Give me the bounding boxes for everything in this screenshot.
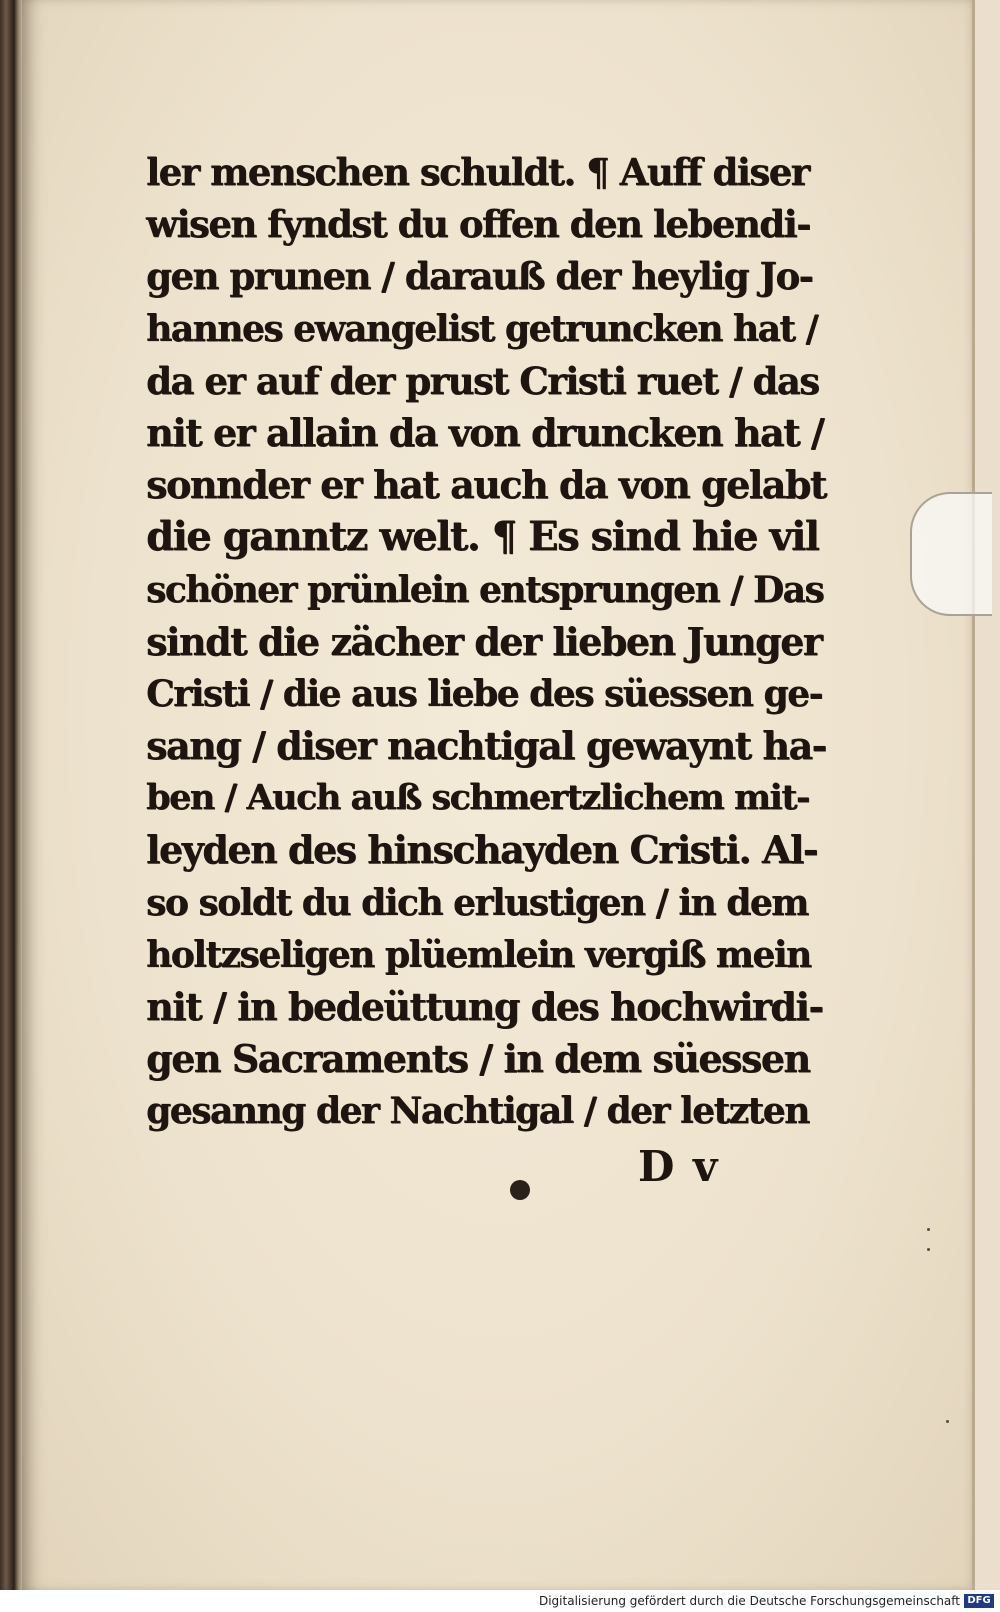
text-line: sindt die zächer der lieben Junger bbox=[146, 618, 822, 664]
text-line: ben / Auch auß schmertzlichem mit- bbox=[146, 777, 809, 819]
text-line: gesanng der Nachtigal / der letzten bbox=[146, 1090, 809, 1133]
text-line: Cristi / die aus liebe des süessen ge- bbox=[146, 672, 822, 715]
speck bbox=[927, 1248, 930, 1251]
ink-dot bbox=[510, 1180, 530, 1200]
text-line: holtzseligen plüemlein vergiß mein bbox=[146, 933, 811, 976]
text-line: ler menschen schuldt. ¶ Auff diser bbox=[146, 150, 809, 194]
text-block bbox=[146, 146, 826, 1138]
text-line: so soldt du dich erlustigen / in dem bbox=[146, 881, 808, 924]
page-tab-clip bbox=[910, 492, 992, 616]
text-line: sonnder er hat auch da von gelabt bbox=[146, 462, 826, 508]
dfg-logo: DFG bbox=[964, 1594, 994, 1608]
text-line: schöner prünlein entsprungen / Das bbox=[146, 568, 824, 611]
footer-credit: Digitalisierung gefördert durch die Deutsche Forschungsgemeinschaft bbox=[538, 1594, 960, 1608]
text-line: leyden des hinschayden Cristi. Al- bbox=[146, 827, 818, 873]
footer bbox=[0, 1590, 1000, 1612]
signature-mark: D v bbox=[638, 1142, 720, 1191]
text-line: nit / in bedeüttung des hochwirdi- bbox=[146, 984, 823, 1029]
text-line: wisen fyndst du offen den lebendi- bbox=[146, 202, 810, 247]
text-line: gen prunen / darauß der heylig Jo- bbox=[146, 254, 813, 299]
text-line: sang / diser nachtigal gewaynt ha- bbox=[146, 723, 826, 769]
text-line: gen Sacraments / in dem süessen bbox=[146, 1036, 810, 1082]
book-page bbox=[22, 0, 975, 1590]
text-line: die ganntz welt. ¶ Es sind hie vil bbox=[146, 513, 819, 561]
speck bbox=[927, 1228, 930, 1231]
text-line: da er auf der prust Cristi ruet / das bbox=[146, 358, 819, 403]
text-line: nit er allain da von druncken hat / bbox=[146, 409, 824, 455]
speck bbox=[946, 1420, 949, 1423]
text-line: hannes ewangelist getruncken hat / bbox=[146, 307, 818, 350]
